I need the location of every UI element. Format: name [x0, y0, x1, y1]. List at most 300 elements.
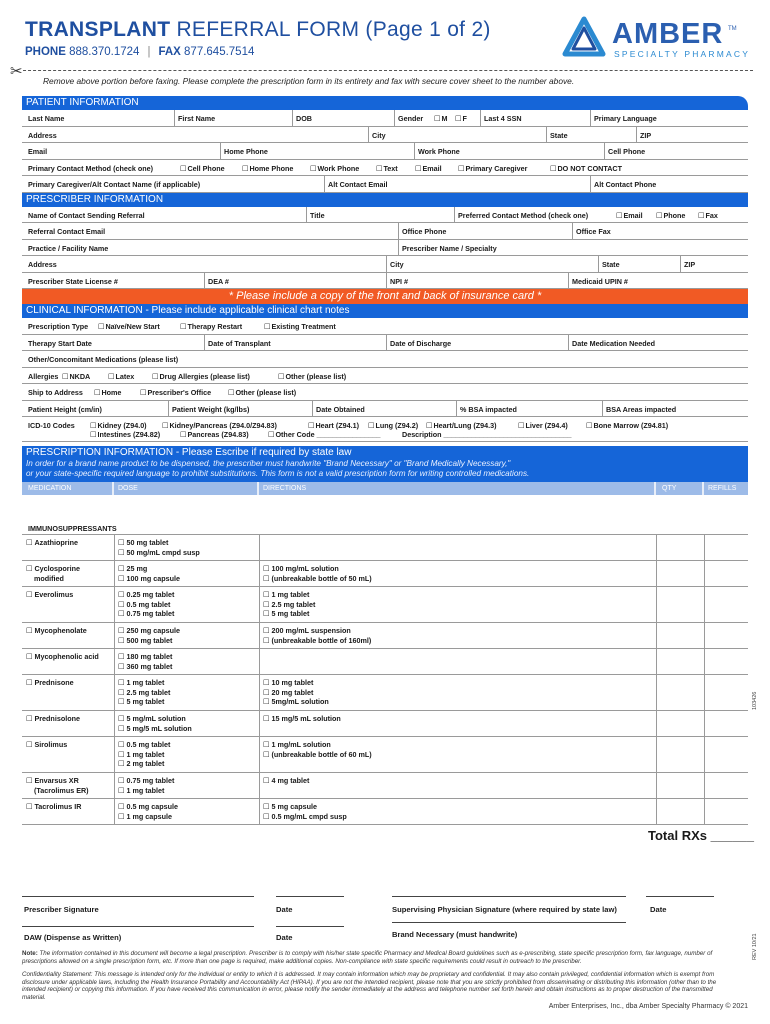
checkbox-icon[interactable]: ☐ [118, 740, 125, 749]
rx-dir-cell [263, 740, 372, 759]
rx-option-label: 100 mg/mL solution [271, 564, 339, 573]
other-meds-field[interactable]: Other/Concomitant Medications (please list) [28, 355, 179, 364]
patient-row-5 [22, 176, 748, 193]
rx-option-label: 2.5 mg tablet [126, 687, 171, 697]
rx-option-label: 500 mg tablet [126, 635, 173, 645]
rx-dir-option[interactable] [263, 697, 329, 707]
language-field[interactable]: Primary Language [594, 114, 657, 123]
rx-row [22, 586, 748, 622]
scissors-icon: ✂ [10, 63, 23, 80]
brand-necessary-field[interactable]: Brand Necessary (must handwrite) [392, 930, 518, 939]
icd-lung-checkbox[interactable]: ☐ Lung (Z94.2) [368, 421, 418, 430]
rx-dose-option[interactable] [118, 697, 170, 707]
rx-row [22, 772, 748, 798]
checkbox-icon[interactable]: ☐ [263, 697, 270, 707]
checkbox-icon[interactable]: ☐ [263, 749, 270, 759]
pref-email-checkbox[interactable]: ☐ Email [616, 211, 643, 220]
rx-dir-option[interactable] [263, 802, 347, 812]
rx-option-label: 0.75 mg tablet [126, 609, 175, 619]
ship-home-checkbox[interactable]: ☐ Home [94, 388, 121, 397]
rx-column-header [22, 482, 748, 495]
insurance-card-alert: * Please include a copy of the front and back of insurance card * [22, 289, 748, 304]
date-obtained-field[interactable]: Date Obtained [316, 404, 365, 414]
prescriber-row-2 [22, 223, 748, 240]
gender-m-checkbox[interactable]: ☐ M [434, 114, 447, 123]
alt-email-field[interactable]: Alt Contact Email [328, 180, 388, 189]
rx-drug-option[interactable] [26, 590, 73, 600]
rx-dose-option[interactable] [118, 609, 174, 619]
rx-dose-option[interactable] [118, 786, 174, 796]
icd-intestines-checkbox[interactable]: ☐ Intestines (Z94.82) [90, 430, 160, 439]
rx-option-label: 4 mg tablet [271, 776, 310, 785]
rx-dose-option[interactable] [118, 538, 200, 548]
contact-line [25, 46, 545, 58]
rx-option-label: Azathioprine [34, 538, 78, 547]
checkbox-icon[interactable]: ☐ [263, 590, 270, 599]
prescriber-row-4 [22, 256, 748, 273]
checkbox-icon[interactable]: ☐ [263, 740, 270, 749]
rx-option-label: 1 mg tablet [126, 678, 165, 687]
icd-bone-marrow-checkbox[interactable]: ☐ Bone Marrow (Z94.81) [586, 421, 668, 430]
checkbox-icon[interactable]: ☐ [263, 609, 270, 619]
rx-drug-cell [26, 564, 80, 583]
checkbox-icon[interactable]: ☐ [118, 714, 125, 723]
checkbox-icon[interactable]: ☐ [118, 785, 125, 795]
checkbox-icon[interactable]: ☐ [26, 652, 33, 661]
npi-field[interactable]: NPI # [390, 276, 408, 286]
logo-word: AMBER [612, 18, 724, 50]
header [25, 18, 545, 58]
checkbox-icon[interactable]: ☐ [26, 776, 33, 785]
height-field[interactable]: Patient Height (cm/in) [28, 404, 102, 414]
rx-option-label: Envarsus XR [34, 776, 79, 785]
rx-option-label: 0.5 mg tablet [126, 740, 171, 749]
rx-drug-option[interactable] [26, 626, 87, 636]
rx-dose-option[interactable] [118, 714, 192, 724]
rx-dir-option[interactable] [263, 812, 347, 822]
rx-drug-option[interactable] [26, 652, 99, 662]
checkbox-icon[interactable]: ☐ [26, 564, 33, 573]
rx-option-label: 360 mg tablet [126, 661, 173, 671]
rx-dose-cell [118, 564, 180, 583]
rx-dose-option[interactable] [118, 750, 170, 760]
prescriber-zip-field[interactable]: ZIP [684, 260, 696, 269]
checkbox-icon[interactable]: ☐ [118, 723, 125, 733]
pcm-cell-checkbox[interactable]: ☐ Cell Phone [180, 164, 225, 173]
rx-dir-option[interactable] [263, 776, 309, 786]
office-fax-field[interactable]: Office Fax [576, 227, 611, 236]
rx-type-label: Prescription Type [28, 322, 89, 331]
rx-dose-option[interactable] [118, 678, 170, 688]
rx-drug-cell [26, 538, 78, 548]
total-rx: Total RXs ______ [648, 828, 754, 843]
checkbox-icon[interactable]: ☐ [118, 590, 125, 599]
col-dose: DOSE [118, 485, 138, 492]
dea-field[interactable]: DEA # [208, 276, 229, 286]
rx-option-label: Sirolimus [34, 740, 68, 749]
alt-phone-field[interactable]: Alt Contact Phone [594, 180, 657, 189]
checkbox-icon[interactable]: ☐ [118, 547, 125, 557]
home-phone-field[interactable]: Home Phone [224, 147, 268, 156]
checkbox-icon[interactable]: ☐ [118, 652, 125, 661]
primary-contact-method-label: Primary Contact Method (check one) [28, 163, 154, 173]
icd-liver-checkbox[interactable]: ☐ Liver (Z94.4) [518, 421, 568, 430]
patient-section-header: PATIENT INFORMATION [22, 96, 748, 110]
rx-option-label: 2 mg tablet [126, 759, 165, 769]
checkbox-icon[interactable]: ☐ [118, 697, 125, 707]
checkbox-icon[interactable]: ☐ [26, 714, 33, 723]
rx-option-label: 0.5 mg/mL cmpd susp [271, 811, 347, 821]
rx-dose-cell [118, 776, 174, 795]
col-medication: MEDICATION [28, 485, 72, 492]
daw-field[interactable]: DAW (Dispense as Written) [24, 933, 122, 942]
clinical-row-1 [22, 318, 748, 335]
rx-dir-cell [263, 802, 347, 821]
note-label: Note: [22, 950, 38, 957]
gender-f-checkbox[interactable]: ☐ F [455, 114, 467, 123]
phone-number: 888.370.1724 [65, 46, 140, 58]
logo-tm: TM [728, 26, 737, 32]
zip-field[interactable]: ZIP [640, 130, 652, 140]
rx-row [22, 622, 748, 648]
rx-dose-option[interactable] [118, 636, 180, 646]
rx-option-label: 2.5 mg tablet [271, 599, 316, 609]
start-date-field[interactable]: Therapy Start Date [28, 338, 92, 348]
patient-row-4 [22, 160, 748, 177]
rx-option-label: 180 mg tablet [126, 652, 173, 661]
checkbox-icon[interactable]: ☐ [263, 678, 270, 687]
rx-dose-option[interactable] [118, 590, 174, 600]
checkbox-icon[interactable]: ☐ [118, 811, 125, 821]
checkbox-icon[interactable]: ☐ [26, 740, 33, 749]
rx-dose-cell [118, 652, 172, 671]
caregiver-field[interactable]: Primary Caregiver/Alt Contact Name (if applicable) [28, 180, 201, 189]
other-allergies-checkbox[interactable]: ☐ Other (please list) [278, 372, 346, 381]
office-phone-field[interactable]: Office Phone [402, 227, 447, 236]
rx-option-label: 5 mg/5 mL solution [126, 723, 192, 733]
rx-dose-option[interactable] [118, 564, 180, 574]
contact-name-field[interactable]: Name of Contact Sending Referral [28, 210, 145, 220]
rx-option-label: (unbreakable bottle of 50 mL) [271, 573, 372, 583]
ship-other-checkbox[interactable]: ☐ Other (please list) [228, 388, 296, 397]
rx-note-line-1: In order for a brand name product to be dispensed, the prescriber must handwrite "Brand Necessary" or "Brand Medically Necessary," [26, 459, 511, 468]
rx-dir-option[interactable] [263, 564, 372, 574]
restart-checkbox[interactable]: ☐ Therapy Restart [180, 322, 242, 331]
date-2-field[interactable]: Date [650, 905, 667, 914]
cell-phone-field[interactable]: Cell Phone [608, 147, 646, 156]
rx-dose-option[interactable] [118, 652, 172, 662]
icd-description-field[interactable]: Description ________________________________ [402, 430, 572, 439]
license-field[interactable]: Prescriber State License # [28, 276, 118, 286]
practice-field[interactable]: Practice / Facility Name [28, 243, 109, 253]
clinical-section-header: CLINICAL INFORMATION - Please include applicable clinical chart notes [22, 304, 748, 318]
rx-option-label: 5 mg tablet [271, 609, 310, 619]
checkbox-icon[interactable]: ☐ [118, 776, 125, 785]
cut-line [18, 70, 753, 71]
checkbox-icon[interactable]: ☐ [118, 759, 125, 769]
rx-dir-option[interactable] [263, 678, 329, 688]
rx-drug-option[interactable] [26, 714, 80, 724]
checkbox-icon[interactable]: ☐ [118, 626, 125, 635]
rx-drug-cell [26, 626, 87, 636]
allergies-label: Allergies [28, 371, 59, 381]
note-text: The information contained in this document will become a legal prescription. Prescriber is to comply with his/her state specific Pharmacy and Medical Board guidelines such as e-prescribing, state specific prescription form, fax language, number of prescriptions allowed on a single prescription form, etc. If more than one page is required, make additional copies. Non-compliance with state specific requirements could result in outreach to the prescriber. [22, 950, 713, 965]
date-1-field[interactable]: Date [276, 905, 293, 914]
checkbox-icon[interactable]: ☐ [263, 635, 270, 645]
rx-row [22, 736, 748, 772]
rx-option-label: Everolimus [34, 590, 74, 599]
checkbox-icon[interactable]: ☐ [118, 749, 125, 759]
rx-drug-option[interactable] [26, 564, 80, 574]
checkbox-icon[interactable]: ☐ [263, 811, 270, 821]
rx-dose-option[interactable] [118, 812, 178, 822]
rx-option-label: Mycophenolate [34, 626, 87, 635]
rx-drug-cell [26, 714, 80, 724]
pref-phone-checkbox[interactable]: ☐ Phone [656, 211, 685, 220]
rx-option-label: (unbreakable bottle of 160ml) [271, 635, 372, 645]
rx-note [22, 459, 748, 482]
logo-subtitle: SPECIALTY PHARMACY [614, 49, 751, 59]
rx-dir-cell [263, 564, 372, 583]
ship-label: Ship to Address [28, 388, 83, 397]
checkbox-icon[interactable]: ☐ [118, 538, 125, 547]
checkbox-icon[interactable]: ☐ [118, 609, 125, 619]
supervising-signature-field[interactable]: Supervising Physician Signature (where required by state law) [392, 905, 617, 914]
rx-note-line-2: or your state-specific required language to prohibit substitutions. This form is not a valid prescription form for writing controlled medications. [26, 469, 530, 478]
icd-kidney-pancreas-checkbox[interactable]: ☐ Kidney/Pancreas (Z94.0/Z94.83) [162, 421, 277, 430]
col-refills: REFILLS [708, 485, 737, 492]
needed-date-field[interactable]: Date Medication Needed [572, 338, 656, 348]
prescriber-row-1 [22, 207, 748, 224]
icd-heart-lung-checkbox[interactable]: ☐ Heart/Lung (Z94.3) [426, 421, 497, 430]
rx-row [22, 798, 748, 824]
pcm-home-checkbox[interactable]: ☐ Home Phone [242, 164, 293, 173]
existing-checkbox[interactable]: ☐ Existing Treatment [264, 322, 336, 331]
pcm-email-checkbox[interactable]: ☐ Email [415, 164, 442, 173]
rx-dose-option[interactable] [118, 600, 174, 610]
checkbox-icon[interactable]: ☐ [118, 635, 125, 645]
clinical-row-3 [22, 351, 748, 368]
rx-drug-option[interactable] [26, 740, 67, 750]
side-code-2: 103426 [752, 691, 758, 710]
rx-option-label: 50 mg/mL cmpd susp [126, 547, 200, 557]
pcm-caregiver-checkbox[interactable]: ☐ Primary Caregiver [458, 164, 527, 173]
rx-dose-cell [118, 626, 180, 645]
checkbox-icon[interactable]: ☐ [118, 573, 125, 583]
icd-kidney-checkbox[interactable]: ☐ Kidney (Z94.0) [90, 421, 147, 430]
ssn-field[interactable]: Last 4 SSN [484, 114, 522, 123]
rx-dir-option[interactable] [263, 714, 341, 724]
prescriber-address-field[interactable]: Address [28, 260, 57, 269]
title-rest: REFERRAL FORM [170, 18, 366, 41]
rx-dose-option[interactable] [118, 574, 180, 584]
rx-dir-cell [263, 714, 341, 724]
fax-number: 877.645.7514 [180, 46, 255, 58]
checkbox-icon[interactable]: ☐ [263, 714, 270, 723]
rx-dose-option[interactable] [118, 776, 174, 786]
weight-field[interactable]: Patient Weight (kg/lbs) [172, 404, 250, 414]
rx-dir-option[interactable] [263, 590, 315, 600]
rx-dir-option[interactable] [263, 609, 315, 619]
dob-field[interactable]: DOB [296, 114, 312, 123]
pcm-text-checkbox[interactable]: ☐ Text [376, 164, 398, 173]
rx-dose-option[interactable] [118, 626, 180, 636]
rx-option-label: Prednisolone [34, 714, 80, 723]
discharge-date-field[interactable]: Date of Discharge [390, 338, 452, 348]
icd-pancreas-checkbox[interactable]: ☐ Pancreas (Z94.83) [180, 430, 249, 439]
icd-heart-checkbox[interactable]: ☐ Heart (Z94.1) [308, 421, 359, 430]
checkbox-icon[interactable]: ☐ [26, 678, 33, 687]
rx-row [22, 648, 748, 674]
transplant-date-field[interactable]: Date of Transplant [208, 338, 271, 348]
rx-option-label: Cyclosporine [34, 564, 80, 573]
checkbox-icon[interactable]: ☐ [263, 626, 270, 635]
checkbox-icon[interactable]: ☐ [118, 687, 125, 697]
rx-option-label: 10 mg tablet [271, 678, 314, 687]
rx-dose-cell [118, 538, 200, 557]
rx-option-label: 1 mg tablet [271, 590, 310, 599]
rx-row [22, 710, 748, 736]
rx-dose-option[interactable] [118, 662, 172, 672]
latex-checkbox[interactable]: ☐ Latex [108, 372, 134, 381]
separator: | [147, 46, 151, 58]
naive-checkbox[interactable]: ☐ Naïve/New Start [98, 322, 160, 331]
title-bold: TRANSPLANT [25, 18, 171, 41]
prescriber-name-field[interactable]: Prescriber Name / Specialty [402, 243, 497, 253]
checkbox-icon[interactable]: ☐ [118, 661, 125, 671]
bsa-areas-field[interactable]: BSA Areas impacted [606, 404, 677, 414]
rx-dir-option[interactable] [263, 626, 371, 636]
rx-dose-option[interactable] [118, 759, 170, 769]
checkbox-icon[interactable]: ☐ [118, 564, 125, 573]
patient-row-1 [22, 110, 748, 127]
rx-drug-option[interactable] [26, 538, 78, 548]
date-3-field[interactable]: Date [276, 933, 293, 942]
prescriber-city-field[interactable]: City [390, 260, 404, 269]
rx-dir-option[interactable] [263, 740, 372, 750]
pref-fax-checkbox[interactable]: ☐ Fax [698, 211, 718, 220]
rx-table [22, 520, 748, 825]
side-code: REV 10/21 [752, 933, 758, 960]
city-field[interactable]: City [372, 130, 386, 140]
rx-option-label: 100 mg capsule [126, 573, 180, 583]
rx-option-label: 5 mg/mL solution [126, 714, 186, 723]
ship-office-checkbox[interactable]: ☐ Prescriber's Office [140, 388, 211, 397]
rx-dose-cell [118, 714, 192, 733]
rx-option-label: 50 mg tablet [126, 538, 169, 547]
rx-option-label: 0.5 mg capsule [126, 802, 178, 811]
patient-row-2 [22, 127, 748, 144]
rx-dir-option[interactable] [263, 636, 371, 646]
rx-drug-option[interactable] [26, 776, 89, 786]
work-phone-field[interactable]: Work Phone [418, 147, 460, 156]
state-field[interactable]: State [550, 130, 568, 140]
rx-dose-cell [118, 590, 174, 619]
rx-dir-cell [263, 678, 329, 707]
prescriber-state-field[interactable]: State [602, 260, 620, 269]
referral-email-field[interactable]: Referral Contact Email [28, 227, 106, 236]
checkbox-icon[interactable]: ☐ [26, 538, 33, 547]
drug-allergies-checkbox[interactable]: ☐ Drug Allergies (please list) [152, 372, 250, 381]
rx-option-label: 200 mg/mL suspension [271, 626, 351, 635]
clinical-row-2 [22, 335, 748, 352]
rx-option-label: 1 mg tablet [126, 785, 165, 795]
rx-dose-option[interactable] [118, 740, 170, 750]
rx-option-label: 5mg/mL solution [271, 697, 329, 707]
rx-row [22, 534, 748, 560]
rx-dir-option[interactable] [263, 688, 329, 698]
form-body [22, 96, 748, 495]
last-name-field[interactable]: Last Name [28, 114, 65, 123]
rx-drug-option[interactable] [26, 802, 81, 812]
rx-row [22, 560, 748, 586]
rx-option-label: 20 mg tablet [271, 687, 314, 697]
rx-dose-option[interactable] [118, 724, 192, 734]
checkbox-icon[interactable]: ☐ [263, 573, 270, 583]
rx-option-label: 0.5 mg tablet [126, 599, 171, 609]
checkbox-icon[interactable]: ☐ [118, 599, 125, 609]
checkbox-icon[interactable]: ☐ [118, 802, 125, 811]
bsa-field[interactable]: % BSA impacted [460, 404, 517, 414]
col-qty: QTY [662, 485, 677, 492]
pcm-do-not-contact-checkbox[interactable]: ☐ DO NOT CONTACT [550, 164, 622, 173]
checkbox-icon[interactable]: ☐ [26, 590, 33, 599]
medicaid-field[interactable]: Medicaid UPIN # [572, 276, 628, 286]
checkbox-icon[interactable]: ☐ [263, 687, 270, 697]
checkbox-icon[interactable]: ☐ [263, 564, 270, 573]
checkbox-icon[interactable]: ☐ [26, 802, 33, 811]
checkbox-icon[interactable]: ☐ [263, 599, 270, 609]
first-name-field[interactable]: First Name [178, 114, 216, 123]
nkda-checkbox[interactable]: ☐ NKDA [62, 372, 90, 381]
title-field[interactable]: Title [310, 210, 325, 220]
checkbox-icon[interactable]: ☐ [263, 802, 270, 811]
prescription-section-header: PRESCRIPTION INFORMATION - Please Escribe if required by state law [22, 446, 748, 459]
rx-option-label: 250 mg capsule [126, 626, 180, 635]
icd-other-code-checkbox[interactable]: ☐ Other Code ________________ [268, 430, 381, 439]
rx-dir-option[interactable] [263, 600, 315, 610]
remove-note: Remove above portion before faxing. Please complete the prescription form in its entirety and fax with secure cover sheet to the number above. [43, 76, 575, 86]
pcm-work-checkbox[interactable]: ☐ Work Phone [310, 164, 359, 173]
rx-drug-option[interactable] [26, 678, 74, 688]
rx-option-label: 1 mg capsule [126, 811, 172, 821]
checkbox-icon[interactable]: ☐ [263, 776, 270, 785]
rx-dir-option[interactable] [263, 750, 372, 760]
gender-label: Gender [398, 114, 424, 123]
rx-dose-cell [118, 802, 178, 821]
address-field[interactable]: Address [28, 130, 57, 140]
checkbox-icon[interactable]: ☐ [26, 626, 33, 635]
checkbox-icon[interactable]: ☐ [118, 678, 125, 687]
rx-dose-option[interactable] [118, 688, 170, 698]
col-directions: DIRECTIONS [263, 485, 307, 492]
clinical-row-4 [22, 368, 748, 385]
rx-dir-option[interactable] [263, 574, 372, 584]
rx-dose-option[interactable] [118, 802, 178, 812]
phone-label: PHONE [25, 46, 66, 58]
rx-dose-option[interactable] [118, 548, 200, 558]
rx-dir-cell [263, 590, 315, 619]
rx-option-label: 0.75 mg tablet [126, 776, 175, 785]
rx-option-label: Mycophenolic acid [34, 652, 99, 661]
rx-option-label: Prednisone [34, 678, 74, 687]
prescriber-signature-field[interactable]: Prescriber Signature [24, 905, 99, 914]
email-field[interactable]: Email [28, 147, 48, 156]
rx-option-label: 15 mg/5 mL solution [271, 714, 341, 723]
rx-option-label: 5 mg tablet [126, 697, 165, 707]
prescriber-row-3 [22, 240, 748, 257]
rx-drug-option: (Tacrolimus ER) [34, 785, 89, 795]
